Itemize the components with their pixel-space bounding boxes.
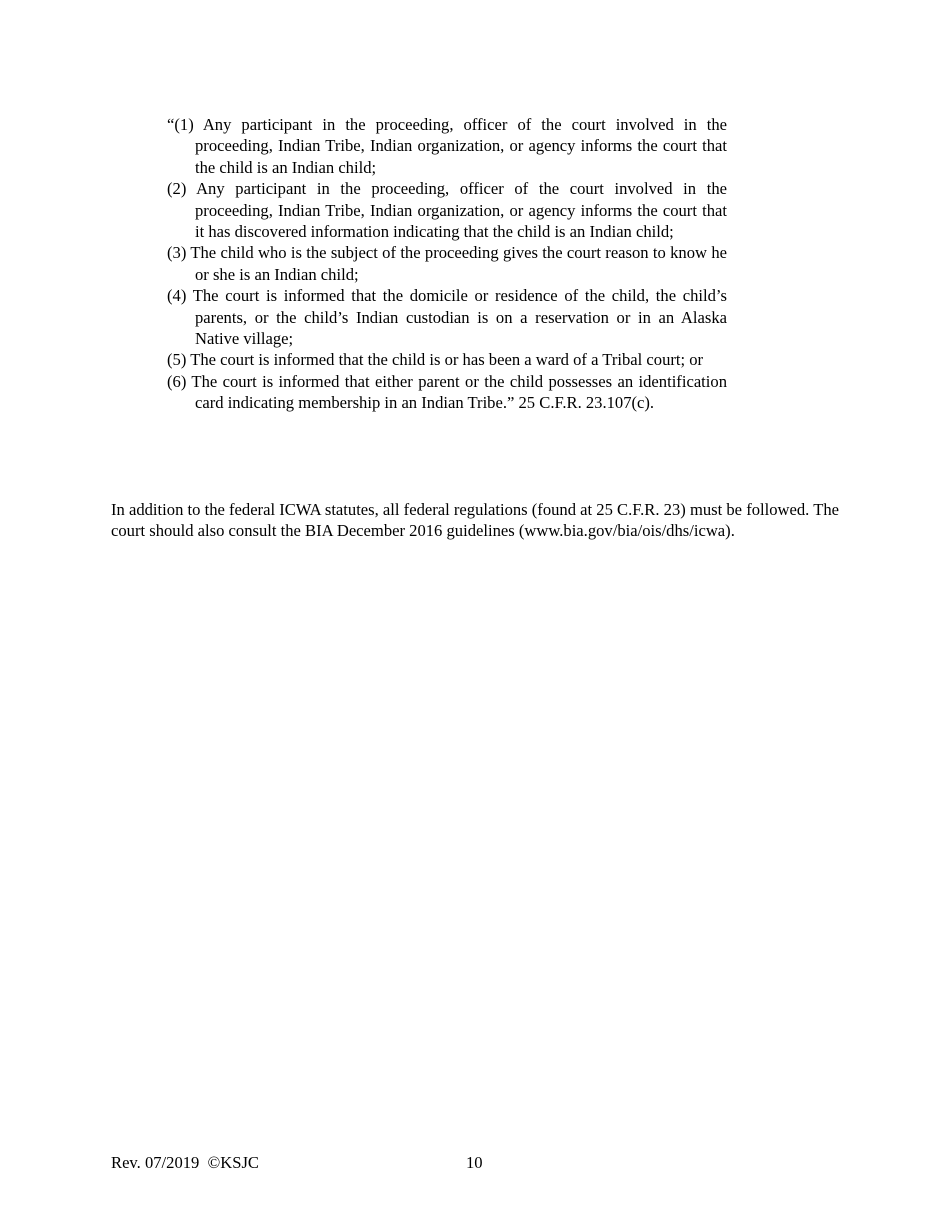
regulation-quote bbox=[167, 114, 727, 414]
footer-revision: Rev. 07/2019 ©KSJC bbox=[111, 1153, 259, 1172]
quote-item-2: (2) Any participant in the proceeding, officer of the court involved in the proceeding, Indian Tribe, Indian organization, or agency informs the court that it has discovered information indicating that the child is an Indian child; bbox=[167, 179, 727, 242]
page-footer bbox=[0, 1152, 950, 1174]
quote-item-6: (6) The court is informed that either parent or the child possesses an identification card indicating membership in an Indian Tribe.” 25 C.F.R. 23.107(c). bbox=[167, 371, 727, 413]
quote-item-1: “(1) Any participant in the proceeding, officer of the court involved in the proceeding, Indian Tribe, Indian organization, or agency informs the court that the child is an Indian child; bbox=[167, 115, 727, 177]
quote-item-4: (4) The court is informed that the domicile or residence of the child, the child’s parents, or the child’s Indian custodian is on a reservation or in an Alaska Native village; bbox=[167, 286, 727, 349]
body-paragraph: In addition to the federal ICWA statutes, all federal regulations (found at 25 C.F.R. 23) must be followed. The court should also consult the BIA December 2016 guidelines (www.bia.gov/bia/ois/dhs/icwa). bbox=[111, 500, 839, 541]
quote-item-5: (5) The court is informed that the child is or has been a ward of a Tribal court; or bbox=[167, 350, 704, 370]
page-number: 10 bbox=[466, 1153, 483, 1172]
quote-item-3: (3) The child who is the subject of the proceeding gives the court reason to know he or she is an Indian child; bbox=[167, 243, 727, 284]
